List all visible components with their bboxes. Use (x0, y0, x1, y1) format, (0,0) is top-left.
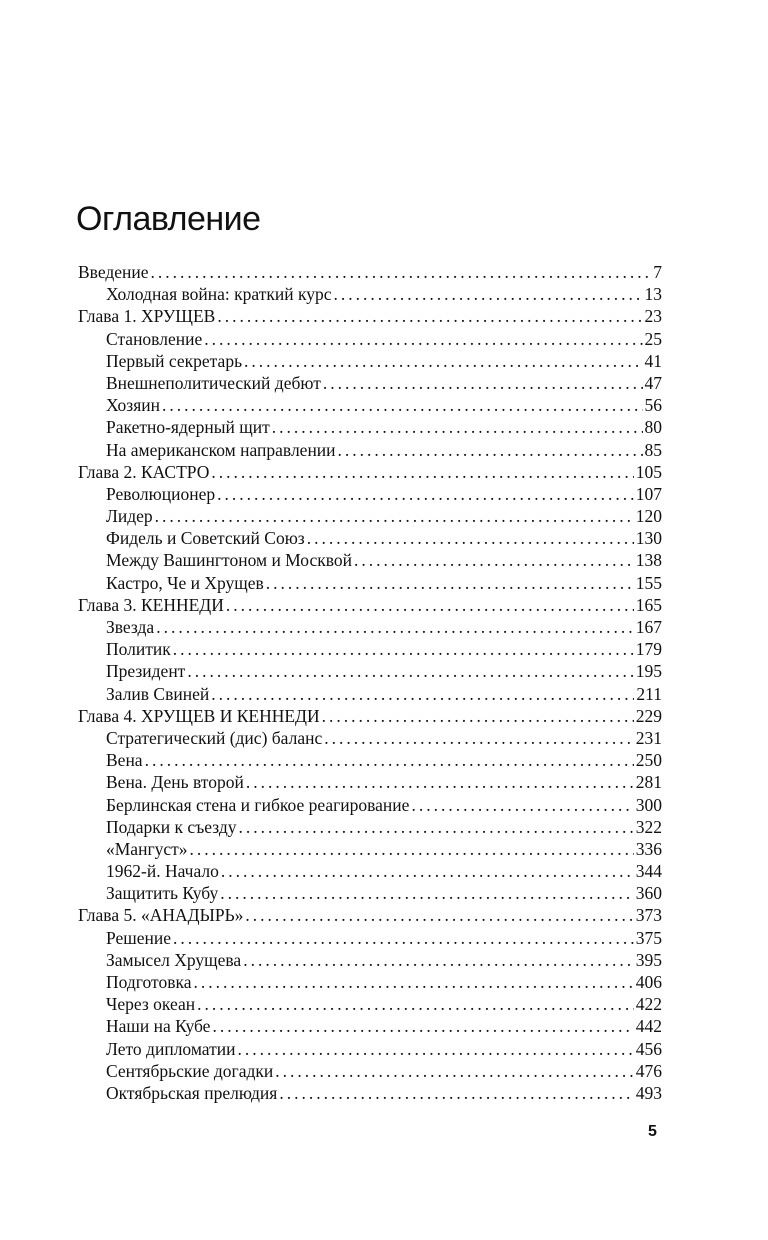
dot-leader (151, 261, 652, 283)
toc-entry-page: 373 (635, 905, 662, 926)
toc-entry-page: 47 (644, 372, 662, 393)
toc-entry-page: 336 (635, 838, 662, 859)
toc-entry-page: 41 (644, 350, 662, 371)
toc-section-entry (78, 638, 662, 660)
toc-section-entry (78, 350, 662, 372)
toc-entry-title: Холодная война: краткий курс (106, 284, 332, 305)
dot-leader (244, 350, 642, 372)
toc-entry-page: 165 (635, 594, 662, 615)
toc-section-entry (78, 372, 662, 394)
dot-leader (238, 816, 633, 838)
dot-leader (307, 527, 634, 549)
toc-entry-title: Через океан (106, 994, 196, 1015)
toc-entry-page: 80 (644, 417, 662, 438)
page-title: Оглавление (76, 200, 261, 238)
dot-leader (221, 860, 634, 882)
toc-entry-title: 1962-й. Начало (106, 861, 219, 882)
toc-entry-page: 406 (635, 972, 662, 992)
dot-leader (323, 372, 643, 394)
toc-section-entry (78, 749, 662, 771)
toc-entry-page: 442 (635, 1016, 662, 1037)
toc-entry-title: Между Вашингтоном и Москвой (106, 550, 353, 571)
dot-leader (211, 461, 633, 483)
toc-entry-title: «Мангуст» (106, 838, 188, 859)
toc-entry-page: 360 (635, 883, 662, 904)
toc-chapter-entry (78, 705, 662, 727)
toc-section-entry (78, 1060, 662, 1082)
toc-section-entry (78, 394, 662, 416)
toc-section-entry (78, 949, 662, 971)
toc-entry-page: 375 (635, 927, 662, 948)
dot-leader (212, 1015, 633, 1037)
toc-section-entry (78, 794, 662, 816)
dot-leader (266, 572, 634, 594)
dot-leader (162, 394, 643, 416)
toc-entry-title: Сентябрьские догадки (106, 1060, 274, 1081)
toc-entry-title: Замысел Хрущева (106, 949, 242, 970)
toc-section-entry (78, 838, 662, 860)
toc-entry-page: 56 (644, 395, 662, 416)
dot-leader (243, 949, 634, 971)
toc-entry-page: 229 (635, 705, 662, 726)
toc-entry-title: Октябрьская прелюдия (106, 1082, 278, 1103)
toc-entry-page: 281 (635, 772, 662, 793)
toc-section-entry (78, 416, 662, 438)
toc-entry-title: Внешнеполитический дебют (106, 372, 321, 393)
dot-leader (245, 904, 633, 926)
toc-entry-title: Ракетно-ядерный щит (106, 417, 270, 438)
dot-leader (155, 505, 634, 527)
toc-entry-title: Кастро, Че и Хрущев (106, 572, 264, 593)
toc-entry-page: 107 (635, 483, 662, 504)
toc-section-entry (78, 727, 662, 749)
toc-section-entry (78, 483, 662, 505)
toc-entry-page: 322 (635, 816, 662, 837)
toc-section-entry (78, 439, 662, 461)
toc-entry-page: 231 (635, 727, 662, 748)
dot-leader (272, 416, 643, 438)
dot-leader (324, 727, 634, 749)
toc-entry-title: Первый секретарь (106, 350, 243, 371)
toc-entry-title: Лидер (106, 506, 153, 527)
table-of-contents (78, 261, 662, 1104)
toc-section-entry (78, 328, 662, 350)
toc-chapter-entry (78, 461, 662, 483)
dot-leader (187, 660, 633, 682)
toc-entry-page: 167 (635, 617, 662, 637)
toc-section-entry (78, 927, 662, 949)
toc-section-entry (78, 572, 662, 594)
page-number: 5 (648, 1123, 657, 1140)
toc-chapter-entry (78, 594, 662, 616)
toc-entry-page: 105 (635, 461, 662, 482)
toc-entry-title: Глава 2. КАСТРО (78, 461, 210, 482)
toc-entry-title: Политик (106, 639, 171, 660)
dot-leader (190, 838, 634, 860)
dot-leader (226, 594, 634, 616)
dot-leader (145, 749, 634, 771)
toc-entry-title: Залив Свиней (106, 683, 210, 704)
toc-section-entry (78, 1082, 662, 1104)
dot-leader (204, 328, 642, 350)
dot-leader (211, 683, 634, 705)
toc-entry-title: Революционер (106, 483, 216, 504)
toc-section-entry (78, 549, 662, 571)
dot-leader (220, 882, 633, 904)
toc-section-entry (78, 660, 662, 682)
dot-leader (217, 305, 642, 327)
toc-entry-title: Вена (106, 750, 143, 771)
toc-entry-title: Стратегический (дис) баланс (106, 727, 323, 748)
toc-section-entry (78, 616, 662, 638)
toc-section-entry (78, 283, 662, 305)
dot-leader (246, 771, 634, 793)
toc-chapter-entry (78, 261, 662, 283)
toc-entry-page: 138 (635, 550, 662, 571)
toc-entry-page: 476 (635, 1060, 662, 1081)
toc-entry-title: Подарки к съезду (106, 816, 237, 837)
dot-leader (333, 283, 642, 305)
toc-section-entry (78, 993, 662, 1015)
dot-leader (217, 483, 634, 505)
toc-entry-title: Введение (78, 262, 149, 282)
toc-entry-page: 422 (635, 994, 662, 1015)
toc-entry-page: 7 (653, 262, 662, 282)
toc-entry-page: 493 (635, 1082, 662, 1103)
toc-chapter-entry (78, 305, 662, 327)
toc-entry-title: Берлинская стена и гибкое реагирование (106, 794, 410, 815)
toc-entry-title: Глава 3. КЕННЕДИ (78, 594, 224, 615)
dot-leader (197, 993, 634, 1015)
dot-leader (411, 794, 633, 816)
toc-entry-page: 23 (644, 306, 662, 327)
toc-section-entry (78, 816, 662, 838)
toc-entry-title: Лето дипломатии (106, 1038, 236, 1059)
toc-entry-title: Глава 1. ХРУЩЕВ (78, 306, 216, 327)
toc-chapter-entry (78, 904, 662, 926)
dot-leader (156, 616, 634, 638)
toc-entry-page: 85 (644, 439, 662, 460)
toc-entry-title: Защитить Кубу (106, 883, 219, 904)
toc-entry-page: 195 (635, 661, 662, 682)
dot-leader (238, 1038, 634, 1060)
toc-section-entry (78, 860, 662, 882)
dot-leader (354, 549, 634, 571)
toc-entry-page: 300 (635, 794, 662, 815)
toc-entry-title: Фидель и Советский Союз (106, 528, 305, 549)
toc-entry-title: Подготовка (106, 972, 192, 992)
toc-entry-page: 395 (635, 949, 662, 970)
toc-entry-page: 130 (635, 528, 662, 549)
toc-entry-page: 179 (635, 639, 662, 660)
toc-entry-title: Хозяин (106, 395, 160, 416)
toc-entry-title: Вена. День второй (106, 772, 244, 793)
toc-entry-title: Звезда (106, 617, 155, 637)
toc-section-entry (78, 1038, 662, 1060)
toc-entry-page: 120 (635, 506, 662, 527)
toc-entry-title: Президент (106, 661, 186, 682)
toc-entry-page: 13 (644, 284, 662, 305)
toc-entry-page: 25 (644, 328, 662, 349)
dot-leader (173, 927, 634, 949)
toc-entry-title: Решение (106, 927, 172, 948)
dot-leader (322, 705, 634, 727)
toc-entry-title: На американском направлении (106, 439, 336, 460)
toc-section-entry (78, 1015, 662, 1037)
toc-entry-page: 155 (635, 572, 662, 593)
dot-leader (338, 439, 643, 461)
dot-leader (279, 1082, 633, 1104)
toc-entry-page: 344 (635, 861, 662, 882)
toc-entry-page: 211 (636, 683, 662, 704)
toc-section-entry (78, 527, 662, 549)
toc-entry-title: Глава 5. «АНАДЫРЬ» (78, 905, 244, 926)
toc-entry-page: 456 (635, 1038, 662, 1059)
toc-entry-title: Глава 4. ХРУЩЕВ И КЕННЕДИ (78, 705, 320, 726)
toc-section-entry (78, 505, 662, 527)
toc-section-entry (78, 971, 662, 993)
toc-section-entry (78, 771, 662, 793)
dot-leader (193, 971, 633, 993)
dot-leader (275, 1060, 633, 1082)
toc-section-entry (78, 683, 662, 705)
toc-entry-title: Становление (106, 328, 203, 349)
toc-entry-page: 250 (635, 750, 662, 771)
toc-entry-title: Наши на Кубе (106, 1016, 211, 1037)
dot-leader (173, 638, 634, 660)
toc-section-entry (78, 882, 662, 904)
